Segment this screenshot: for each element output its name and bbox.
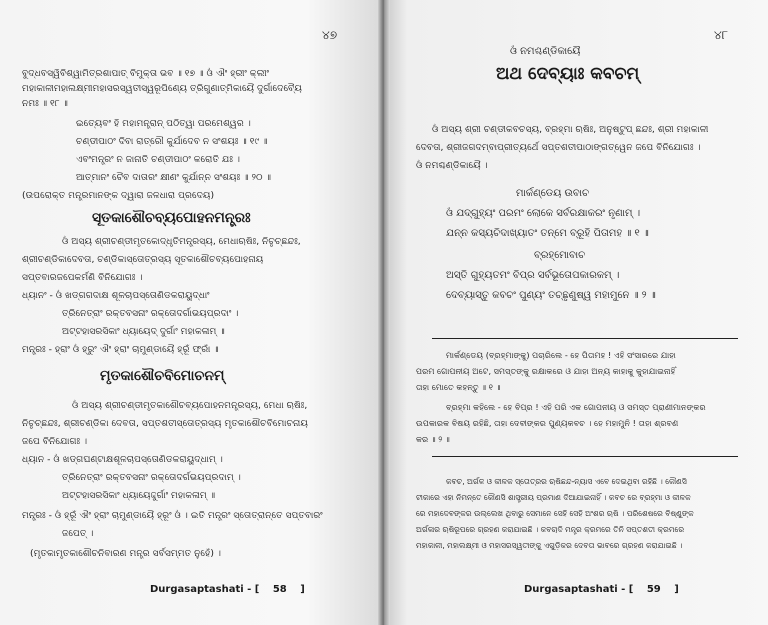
note-line: ଟୀକାରେ ଏହା ନିମନ୍ତେ କୌଣସି ଶାସ୍ତ୍ରୀୟ ପ୍ରମାଣ ଦିଆଯାଇନାହିଁ । କବଚ ରେ ବ୍ରହ୍ମା ଓ କୀଳକ: [416, 493, 691, 502]
text-line: ନିଚୃଚ୍ଛନ୍ଦଃ, ଶ୍ରୀଚଣ୍ଡିକା ଦେବତା, ସପ୍ତଶତୀସ୍ତୋତ୍ରସ୍ୟ ମୃତକାଶୌଚବିମୋଚନାୟ: [22, 418, 308, 429]
page-title: ଅଥ ଦେବ୍ୟାଃ କବଚମ୍: [496, 64, 640, 84]
speaker-label: ମାର୍କଣ୍ଡେୟ ଉବାଚ: [516, 188, 590, 199]
verse-line: ଚଣ୍ଡୀପାଠଂ ଦିବା ରାତ୍ରୌ କୁର୍ଯାଦେବ ନ ସଂଶୟଃ ॥ ୧୯ ॥: [76, 136, 268, 147]
dhyana-line: ଧ୍ୟାନଂ - ଓଁ ଖଡ୍ଗଗଦାକ୍ଷ ଶୂଳଚାପସ୍ତୋଣିଡକରାୟୁଦ୍ଧାଂ: [22, 290, 210, 301]
verse-line: ଅଟ୍ଟହାସରସିକାଂ ଧ୍ୟାୟେଦ୍ ଦୁର୍ଗାଂ ମହାକଳାମ୍ ॥: [62, 326, 225, 337]
verse-line: ଯନ୍ନ କସ୍ୟଚିଦାଖ୍ୟାତଂ ତନ୍ମେ ବ୍ରୂହି ପିତାମହ ॥ ୧ ॥: [446, 228, 649, 239]
note-line: ମହାକାଳୀ, ମହାଲକ୍ଷ୍ମୀ ଓ ମହାସରସ୍ୱତୀଙ୍କୁ ଏଗୁଡ଼ିକର ଦେବତା ଭାବରେ ଗ୍ରହଣ କରାଯାଇଛି ।: [416, 541, 683, 550]
translation-line: ଉପକାରକ ବିଷୟ ରହିଛି, ତାହା ଦେବୀଙ୍କର ପୁଣ୍ୟକବଚ । ହେ ମହାମୁନି ! ତାହା ଶ୍ରବଣ: [416, 418, 679, 428]
footer-page-number: 58: [272, 584, 287, 595]
note-line: ରେ ମହାଦେବଙ୍କର ଉଲ୍ଲେଖ ଥିବାରୁ ସେମାନେ ସେହି ସେହି ଅଂଶର ଋଷି । ପରିଶେଷରେ ବିଷ୍ଣୁଙ୍କ: [416, 509, 694, 518]
section-heading: ସୂତକାଶୌଚବ୍ୟପୋହନମନ୍ତ୍ରଃ: [92, 210, 251, 226]
verse-line: ତ୍ରିନେତ୍ରାଂ ରକ୍ତବସନାଂ ରକ୍ତୋଦର୍ଗାଭୟପ୍ରଦାଂ ।: [62, 308, 239, 319]
speaker-label: ବ୍ରହ୍ମୋବାଚ: [534, 250, 586, 261]
note-line: (ମୃତକାମୃତକାଶୌଚନିବାରଣ ମନ୍ତ୍ର ସର୍ବସମ୍ମତ ନୁହେଁ) ।: [30, 548, 222, 559]
page-number-top-left: ୪୭: [322, 28, 338, 42]
note-line: ଅର୍ଗଳାର ଋଷିରୂପରେ ଗ୍ରହଣ କରାଯାଇଛି । କବଚାଦି ମନ୍ତ୍ର କ୍ରମରେ ତିନି ସପ୍ତଶତୀ କ୍ରମରେ: [416, 525, 685, 534]
translation-line: କର ॥ ୨ ॥: [416, 434, 450, 444]
section-heading: ମୃତକାଶୌଚବିମୋଚନମ୍: [100, 368, 225, 384]
divider: [432, 456, 738, 457]
verse-line: ଅଟ୍ଟହାସରସିକାଂ ଧ୍ୟାୟେଦ୍ଦୁର୍ଗାଂ ମହାକଳାମ୍ ॥: [62, 490, 216, 501]
translation-line: ବ୍ରହ୍ମା କହିଲେ - ହେ ବିପ୍ର ! ଏହି ପରି ଏକ ଗୋପନୀୟ ଓ ସମସ୍ତ ପ୍ରାଣୀମାନଙ୍କର: [446, 402, 706, 412]
divider: [432, 338, 738, 339]
footer-page-number: 59: [646, 584, 661, 595]
text-line: ଜପେ ବିନିଯୋଗଃ ।: [22, 436, 88, 447]
note-line: (ଉପରୋକ୍ତ ମନ୍ତ୍ରମାନଙ୍କ ଦ୍ୱାରା ଜଳଧାରା ପ୍ରଦେୟ): [22, 190, 215, 201]
mantra-line: ମନ୍ତ୍ରଃ - ଓଁ ହ୍ରୂଁ ଐଂ ହ୍ରାଂ ଚାମୁଣ୍ଡାୟୈ ହ୍ରୂଂ ଓଁ । ଇତି ମନ୍ତ୍ରଂ ସ୍ତୋତ୍ରାନ୍ତେ ସପ୍ତବାରଂ: [22, 510, 323, 521]
text-line: ଦେବତା, ଶ୍ରୀଜଗଦମ୍ବାପ୍ରୀତ୍ୟର୍ଥେ ସପ୍ତଶତୀପାଠାଙ୍ଗତ୍ୱେନ ଜପେ ବିନିଯୋଗଃ ।: [416, 142, 701, 153]
verse-line: ଏବଂମନ୍ତ୍ରଂ ନ ଜାନାତି ଚଣ୍ଡୀପାଠଂ କରୋତି ଯଃ ।: [76, 154, 240, 165]
text-line: ଓଁ ଅସ୍ୟ ଶ୍ରୀ ଚଣ୍ଡୀକବଚସ୍ୟ, ବ୍ରହ୍ମା ଋଷିଃ, ଅନୁଷ୍ଟୁପ୍ ଛନ୍ଦଃ, ଶ୍ରୀ ମହାକାଳୀ: [432, 124, 709, 135]
text-line: ଓଁ ଅସ୍ୟ ଶ୍ରୀଚଣ୍ଡୀମୃତକାଶୌଚବ୍ୟପୋହନମନ୍ତ୍ରସ୍ୟ, ମେଧା ଋଷିଃ,: [72, 400, 308, 411]
right-page: [384, 0, 768, 625]
invocation: ଓଁ ନମଶ୍ଚଣ୍ଡିକାୟୈ: [510, 46, 581, 57]
footer-right: [524, 584, 679, 595]
text-line: ଓଁ ନମଶ୍ଚଣ୍ଡିକାୟୈ ।: [416, 160, 488, 171]
dhyana-line: ଧ୍ୟାନ - ଓଁ ଖଡ୍ଗଘଣ୍ଟାକ୍ଷଶୂଳଚାପସ୍ତୋଣିଡକରାୟୁଦ୍ଧାମ୍ ।: [22, 454, 223, 465]
footer-bracket: ]: [674, 584, 679, 595]
verse-line: ଅସ୍ତି ଗୁହ୍ୟତମଂ ବିପ୍ର ସର୍ବଭୂତୋପକାରକମ୍ ।: [446, 270, 620, 281]
text-line: ମହାକାଳୀମହାଲକ୍ଷ୍ମୀମହାସରସ୍ୱତୀସ୍ୱରୂପିଣ୍ୟେ ତ୍ରିଗୁଣାତ୍ମିକାୟୈ ଦୁର୍ଗାଦେବ୍ୟୈ: [22, 83, 302, 94]
text-line: ନମଃ ॥ ୧୮ ॥: [22, 98, 68, 109]
text-line: ଶ୍ରୀଚଣ୍ଡିକାଦେବତା, ଚଣ୍ଡିକାସ୍ତୋତ୍ରସ୍ୟ ସୂତକାଶୌଚବ୍ୟପୋହନାୟ: [22, 254, 264, 265]
note-line: କବଚ, ଅର୍ଗଳ ଓ କୀଳକ ସ୍ତୋତ୍ରର ଋଷିଛନ୍ଦ-ନ୍ୟାସ ଏବେ ଦେଇଥିବା ରହିଛି । କୌଣସି: [446, 477, 687, 486]
footer-title: Durgasaptashati - [: [524, 584, 634, 595]
translation-line: ତାହା ମୋତେ କହନ୍ତୁ ॥ ୧ ॥: [416, 382, 501, 392]
translation-line: ପରମ ଗୋପନୀୟ ଅଟେ, ସମସ୍ତଙ୍କୁ ରକ୍ଷାକରେ ଓ ଯାହା ଅନ୍ୟ କାହାକୁ କୁହାଯାଇନାହିଁ: [416, 366, 676, 376]
translation-line: ମାର୍କଣ୍ଡେୟ (ବ୍ରହ୍ମାଙ୍କୁ) ପଚାରିଲେ - ହେ ପିତାମହ ! ଏହି ସଂସାରରେ ଯାହା: [446, 350, 676, 360]
verse-line: ଇତ୍ୟେବଂ ହି ମହାମନ୍ତ୍ରାନ୍ ପଠିତ୍ୱା ପରମେଶ୍ୱର ।: [76, 118, 251, 129]
text-line: ବୁଦ୍ଧବସ୍ୱିବିଶ୍ୱାମିତ୍ରଶାପାତ୍ ବିମୁକ୍ତା ଭବ ॥ ୧୭ ॥ ଓଁ ଐଂ ହ୍ରୀଂ କ୍ଲୀଂ: [22, 68, 269, 79]
mantra-line: ମନ୍ତ୍ରଃ - ହ୍ରାଂ ଓଁ ହ୍ରୁଂ ଐଂ ହ୍ରାଂ ଚାମୁଣ୍ଡାୟୈ ହ୍ରୂଁ ଫ୍ରାଁ ॥: [22, 344, 219, 355]
book-gutter: [378, 0, 390, 625]
footer-left: [150, 584, 305, 595]
text-line: ଓଁ ଅସ୍ୟ ଶ୍ରୀଚଣ୍ଡୀମୃତକୋଦ୍ଧୃତିମନ୍ତ୍ରସ୍ୟ, ମେଧାଋଷିଃ, ନିଚୃଚ୍ଛନ୍ଦଃ,: [62, 236, 301, 247]
verse-line: ଓଁ ଯଦ୍‌ଗୁହ୍ୟଂ ପରମଂ ଲୋକେ ସର୍ବରକ୍ଷାକରଂ ନୃଣାମ୍ ।: [446, 208, 641, 219]
text-line: ସପ୍ତବାରଜପେକର୍ମଣି ବିନିଯୋଗଃ ।: [22, 272, 143, 283]
verse-line: ଆତ୍ମାନଂ ଚୈବ ଦାତାରଂ କ୍ଷୀଣଂ କୁର୍ଯାନ୍ନ ସଂଶୟଃ ॥ ୨୦ ॥: [76, 172, 272, 183]
verse-line: ଦେବ୍ୟାସ୍ତୁ କବଚଂ ପୁଣ୍ୟଂ ତଚ୍ଛୃଣୁଷ୍ୱ ମହାମୁନେ ॥ ୨ ॥: [446, 290, 656, 301]
verse-line: ତ୍ରିନେତ୍ରାଂ ରକ୍ତବସନାଂ ରକ୍ତୋଦର୍ଗଭୟପ୍ରଦାମ୍ ।: [62, 472, 241, 483]
page-number-top-right: ୪୮: [714, 28, 728, 42]
text-line: ଜପେତ୍ ।: [62, 528, 94, 539]
footer-bracket: ]: [300, 584, 305, 595]
footer-title: Durgasaptashati - [: [150, 584, 260, 595]
